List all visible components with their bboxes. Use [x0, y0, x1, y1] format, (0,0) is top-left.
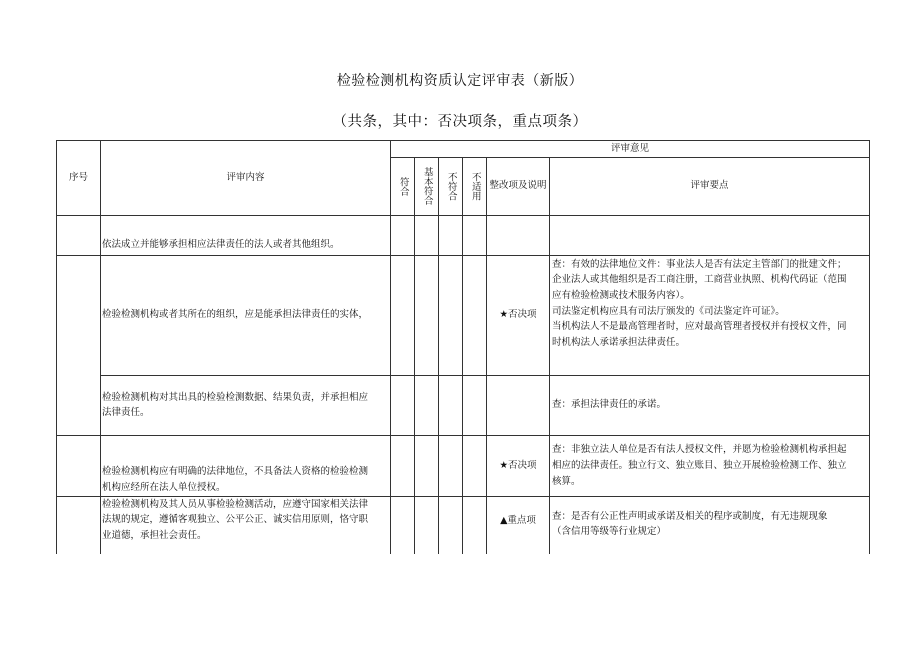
content-text: 检验检测机构或者其所在的组织，应是能承担法律责任的实体， [102, 309, 369, 321]
content-text: 机构应经所在法人单位授权。 [102, 482, 226, 493]
header-not-comply: 不符合 [445, 171, 457, 201]
point-line: 应有检验检测或技术服务内容）。 [552, 290, 690, 302]
not-comply-cell[interactable] [439, 215, 463, 255]
veto-item-label: ★否决项 [499, 309, 537, 321]
point-line: 司法鉴定机构应具有司法厅颁发的《司法鉴定许可证》。 [552, 305, 785, 317]
point-line: 时机构法人承诺承担法律责任。 [552, 337, 686, 349]
points-cell [550, 496, 870, 554]
not-comply-cell[interactable] [439, 375, 463, 435]
seq-cell [57, 435, 101, 496]
header-basic-comply: 基本符合 [421, 167, 433, 206]
seq-cell [57, 215, 101, 255]
content-cell [101, 375, 391, 435]
header-comply-cell [391, 157, 415, 215]
point-line: （含信用等级等行业规定） [552, 526, 667, 538]
point-line: 查：承担法律责任的承诺。 [552, 399, 667, 411]
header-seq: 序号 [57, 141, 101, 216]
point-line: 查：是否有公正性声明或承诺及相关的程序或制度，有无违规现象 [552, 510, 828, 522]
veto-item-label: ★否决项 [499, 459, 537, 471]
rectify-cell[interactable] [487, 496, 550, 554]
content-text: 检验检测机构应有明确的法律地位，不具备法人资格的检验检测 [102, 466, 369, 478]
basic-comply-cell[interactable] [415, 215, 439, 255]
content-text: 检验检测机构及其人员从事检验检测活动，应遵守国家相关法律 [102, 498, 369, 510]
header-not-applicable: 不适用 [469, 171, 481, 201]
key-item-label: ▲重点项 [500, 514, 536, 526]
not-comply-cell[interactable] [439, 435, 463, 496]
table-row [57, 375, 870, 435]
header-not-comply-cell [439, 157, 463, 215]
content-text: 法规的规定，遵循客观独立、公平公正、诚实信用原则，恪守职 [102, 514, 369, 526]
not-applicable-cell[interactable] [463, 375, 487, 435]
points-cell [550, 435, 870, 496]
comply-cell[interactable] [391, 375, 415, 435]
basic-comply-cell[interactable] [415, 375, 439, 435]
not-applicable-cell[interactable] [463, 435, 487, 496]
table-row [57, 255, 870, 375]
header-comply: 符合 [397, 176, 409, 196]
rectify-cell[interactable] [487, 435, 550, 496]
points-cell [550, 375, 870, 435]
content-text: 检验检测机构对其出具的检验检测数据、结果负责，并承担相应 [102, 391, 369, 403]
basic-comply-cell[interactable] [415, 255, 439, 375]
rectify-cell[interactable] [487, 255, 550, 375]
content-text: 业道德，承担社会责任。 [102, 530, 207, 542]
seq-cell [57, 255, 101, 435]
basic-comply-cell[interactable] [415, 435, 439, 496]
content-cell [101, 496, 391, 554]
point-line: 查：非独立法人单位是否有法人授权文件，并愿为检验检测机构承担起 [552, 444, 847, 456]
not-applicable-cell[interactable] [463, 215, 487, 255]
content-text: 依法成立并能够承担相应法律责任的法人或者其他组织。 [102, 239, 340, 250]
table-row [57, 435, 870, 496]
points-cell [550, 215, 870, 255]
content-cell [101, 255, 391, 375]
not-comply-cell[interactable] [439, 255, 463, 375]
comply-cell[interactable] [391, 255, 415, 375]
point-line: 核算。 [552, 475, 581, 487]
point-line: 当机构法人不是最高管理者时，应对最高管理者授权并有授权文件，同 [552, 321, 847, 333]
seq-cell [57, 496, 101, 554]
header-opinion: 评审意见 [391, 141, 870, 158]
header-key-points: 评审要点 [550, 157, 870, 215]
comply-cell[interactable] [391, 215, 415, 255]
points-cell [550, 255, 870, 375]
content-text: 法律责任。 [102, 407, 150, 419]
point-line: 相应的法律责任。独立行文、独立账目、独立开展检验检测工作、独立 [552, 459, 847, 471]
table-row [57, 215, 870, 255]
rectify-cell[interactable] [487, 375, 550, 435]
review-table [56, 140, 870, 554]
header-not-applicable-cell [463, 157, 487, 215]
content-cell [101, 435, 391, 496]
document-subtitle: （共条，其中：否决项条，重点项条） [332, 114, 588, 130]
comply-cell[interactable] [391, 435, 415, 496]
header-rectify: 整改项及说明 [487, 157, 550, 215]
header-content: 评审内容 [101, 141, 391, 216]
not-applicable-cell[interactable] [463, 255, 487, 375]
point-line: 企业法人或其他组织是否工商注册，工商营业执照、机构代码证（范围 [552, 274, 847, 286]
content-cell [101, 215, 391, 255]
table-row [57, 496, 870, 554]
rectify-cell[interactable] [487, 215, 550, 255]
comply-cell[interactable] [391, 496, 415, 554]
not-comply-cell[interactable] [439, 496, 463, 554]
basic-comply-cell[interactable] [415, 496, 439, 554]
header-basic-comply-cell [415, 157, 439, 215]
document-title: 检验检测机构资质认定评审表（新版） [336, 73, 584, 89]
not-applicable-cell[interactable] [463, 496, 487, 554]
point-line: 查：有效的法律地位文件：事业法人是否有法定主管部门的批建文件； [552, 258, 847, 270]
